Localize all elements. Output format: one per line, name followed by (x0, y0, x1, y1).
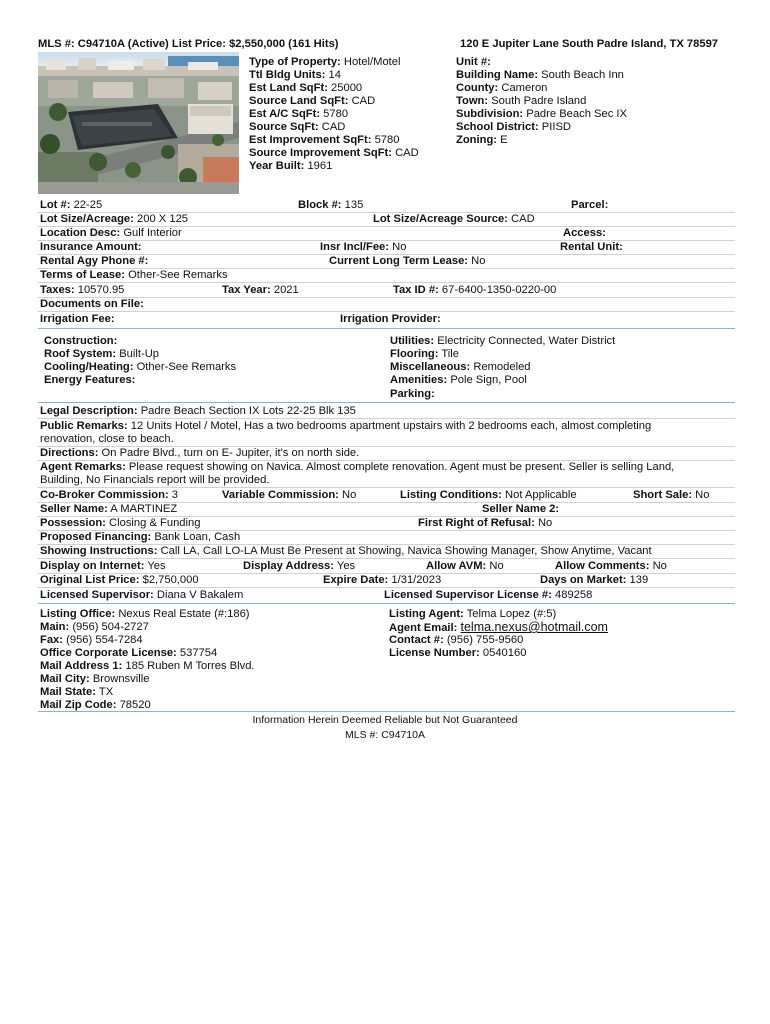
access: Access: (563, 227, 606, 239)
licensed-supervisor-license: Licensed Supervisor License #: 489258 (384, 589, 593, 601)
expire-date: Expire Date: 1/31/2023 (323, 574, 442, 586)
short-sale: Short Sale: No (633, 489, 710, 501)
showing-instructions: Showing Instructions: Call LA, Call LO-LA Must Be Present at Showing, Navica Showing Manager, Show Anytime, Vacant (40, 545, 652, 557)
miscellaneous: Miscellaneous: Remodeled (390, 361, 531, 373)
long-term-lease: Current Long Term Lease: No (329, 255, 486, 267)
source-improvement-sqft: Source Improvement SqFt: CAD (249, 147, 419, 159)
energy-features: Energy Features: (44, 374, 136, 386)
section-divider (38, 711, 735, 712)
amenities: Amenities: Pole Sign, Pool (390, 374, 527, 386)
est-land-sqft: Est Land SqFt: 25000 (249, 82, 363, 94)
est-ac-sqft: Est A/C SqFt: 5780 (249, 108, 349, 120)
office-main-phone: Main: (956) 504-2727 (40, 621, 149, 633)
est-improvement-sqft: Est Improvement SqFt: 5780 (249, 134, 400, 146)
lot-size: Lot Size/Acreage: 200 X 125 (40, 213, 189, 225)
disclaimer: Information Herein Deemed Reliable but Not Guaranteed (252, 714, 518, 726)
listing-agent: Listing Agent: Telma Lopez (#:5) (389, 608, 557, 620)
mail-zip: Mail Zip Code: 78520 (40, 699, 151, 711)
divider (38, 487, 735, 488)
rental-agency-phone: Rental Agy Phone #: (40, 255, 149, 267)
tax-id: Tax ID #: 67-6400-1350-0220-00 (393, 284, 557, 296)
office-corporate-license: Office Corporate License: 537754 (40, 647, 218, 659)
lot-size-source: Lot Size/Acreage Source: CAD (373, 213, 535, 225)
section-divider (38, 603, 735, 604)
agent-email-row: Agent Email: telma.nexus@hotmail.com (389, 620, 608, 634)
variable-commission: Variable Commission: No (222, 489, 357, 501)
public-remarks-continued: renovation, close to beach. (40, 433, 174, 445)
agent-license: License Number: 0540160 (389, 647, 527, 659)
insurance-amount: Insurance Amount: (40, 241, 142, 253)
directions: Directions: On Padre Blvd., turn on E- Jupiter, it's on north side. (40, 447, 360, 459)
agent-contact: Contact #: (956) 755-9560 (389, 634, 524, 646)
unit-number: Unit #: (456, 56, 491, 68)
divider (38, 558, 735, 559)
co-broker-commission: Co-Broker Commission: 3 (40, 489, 179, 501)
divider (38, 587, 735, 588)
public-remarks: Public Remarks: 12 Units Hotel / Motel, Has a two bedrooms apartment upstairs with 2 bedrooms each, almost completing (40, 420, 652, 432)
mail-address: Mail Address 1: 185 Ruben M Torres Blvd. (40, 660, 255, 672)
county: County: Cameron (456, 82, 548, 94)
legal-description: Legal Description: Padre Beach Section IX Lots 22-25 Blk 135 (40, 405, 356, 417)
roof-system: Roof System: Built-Up (44, 348, 160, 360)
divider (38, 418, 735, 419)
block-number: Block #: 135 (298, 199, 364, 211)
property-photo (38, 52, 239, 194)
property-address: 120 E Jupiter Lane South Padre Island, TX 78597 (460, 38, 719, 50)
listing-conditions: Listing Conditions: Not Applicable (400, 489, 577, 501)
listing-office: Listing Office: Nexus Real Estate (#:186) (40, 608, 250, 620)
office-fax: Fax: (956) 554-7284 (40, 634, 143, 646)
insurance-incl-fee: Insr Incl/Fee: No (320, 241, 407, 253)
cooling-heating: Cooling/Heating: Other-See Remarks (44, 361, 237, 373)
terms-of-lease: Terms of Lease: Other-See Remarks (40, 269, 228, 281)
documents-on-file: Documents on File: (40, 298, 144, 310)
footer-mls: MLS #: C94710A (345, 729, 425, 741)
allow-comments: Allow Comments: No (555, 560, 667, 572)
lot-number: Lot #: 22-25 (40, 199, 103, 211)
seller-name: Seller Name: A MARTINEZ (40, 503, 178, 515)
irrigation-provider: Irrigation Provider: (340, 313, 441, 325)
divider (38, 311, 735, 312)
agent-remarks-continued: Building, No Financials report will be provided. (40, 474, 270, 486)
subdivision: Subdivision: Padre Beach Sec IX (456, 108, 627, 120)
first-right-of-refusal: First Right of Refusal: No (418, 517, 553, 529)
rental-unit: Rental Unit: (560, 241, 623, 253)
section-divider (38, 328, 735, 329)
agent-email-link[interactable]: telma.nexus@hotmail.com (460, 620, 608, 634)
parcel: Parcel: (571, 199, 609, 211)
taxes: Taxes: 10570.95 (40, 284, 125, 296)
possession: Possession: Closing & Funding (40, 517, 201, 529)
display-address: Display Address: Yes (243, 560, 356, 572)
utilities: Utilities: Electricity Connected, Water District (390, 335, 616, 347)
building-name: Building Name: South Beach Inn (456, 69, 624, 81)
tax-year: Tax Year: 2021 (222, 284, 299, 296)
town: Town: South Padre Island (456, 95, 587, 107)
total-building-units: Ttl Bldg Units: 14 (249, 69, 341, 81)
mail-city: Mail City: Brownsville (40, 673, 150, 685)
divider (38, 282, 735, 283)
source-land-sqft: Source Land SqFt: CAD (249, 95, 376, 107)
section-divider (38, 402, 735, 403)
school-district: School District: PIISD (456, 121, 572, 133)
allow-avm: Allow AVM: No (426, 560, 504, 572)
display-on-internet: Display on Internet: Yes (40, 560, 166, 572)
licensed-supervisor: Licensed Supervisor: Diana V Bakalem (40, 589, 244, 601)
seller-name-2: Seller Name 2: (482, 503, 560, 515)
type-of-property: Type of Property: Hotel/Motel (249, 56, 401, 68)
location-desc: Location Desc: Gulf Interior (40, 227, 182, 239)
flooring: Flooring: Tile (390, 348, 459, 360)
mls-header: MLS #: C94710A (Active) List Price: $2,550,000 (161 Hits) (38, 38, 339, 50)
parking: Parking: (390, 388, 435, 400)
mail-state: Mail State: TX (40, 686, 114, 698)
zoning: Zoning: E (456, 134, 508, 146)
irrigation-fee: Irrigation Fee: (40, 313, 115, 325)
construction: Construction: (44, 335, 118, 347)
source-sqft: Source SqFt: CAD (249, 121, 346, 133)
year-built: Year Built: 1961 (249, 160, 333, 172)
proposed-financing: Proposed Financing: Bank Loan, Cash (40, 531, 241, 543)
agent-remarks: Agent Remarks: Please request showing on Navica. Almost complete renovation. Agent must be present. Seller is selling Land, (40, 461, 675, 473)
original-list-price: Original List Price: $2,750,000 (40, 574, 199, 586)
days-on-market: Days on Market: 139 (540, 574, 649, 586)
